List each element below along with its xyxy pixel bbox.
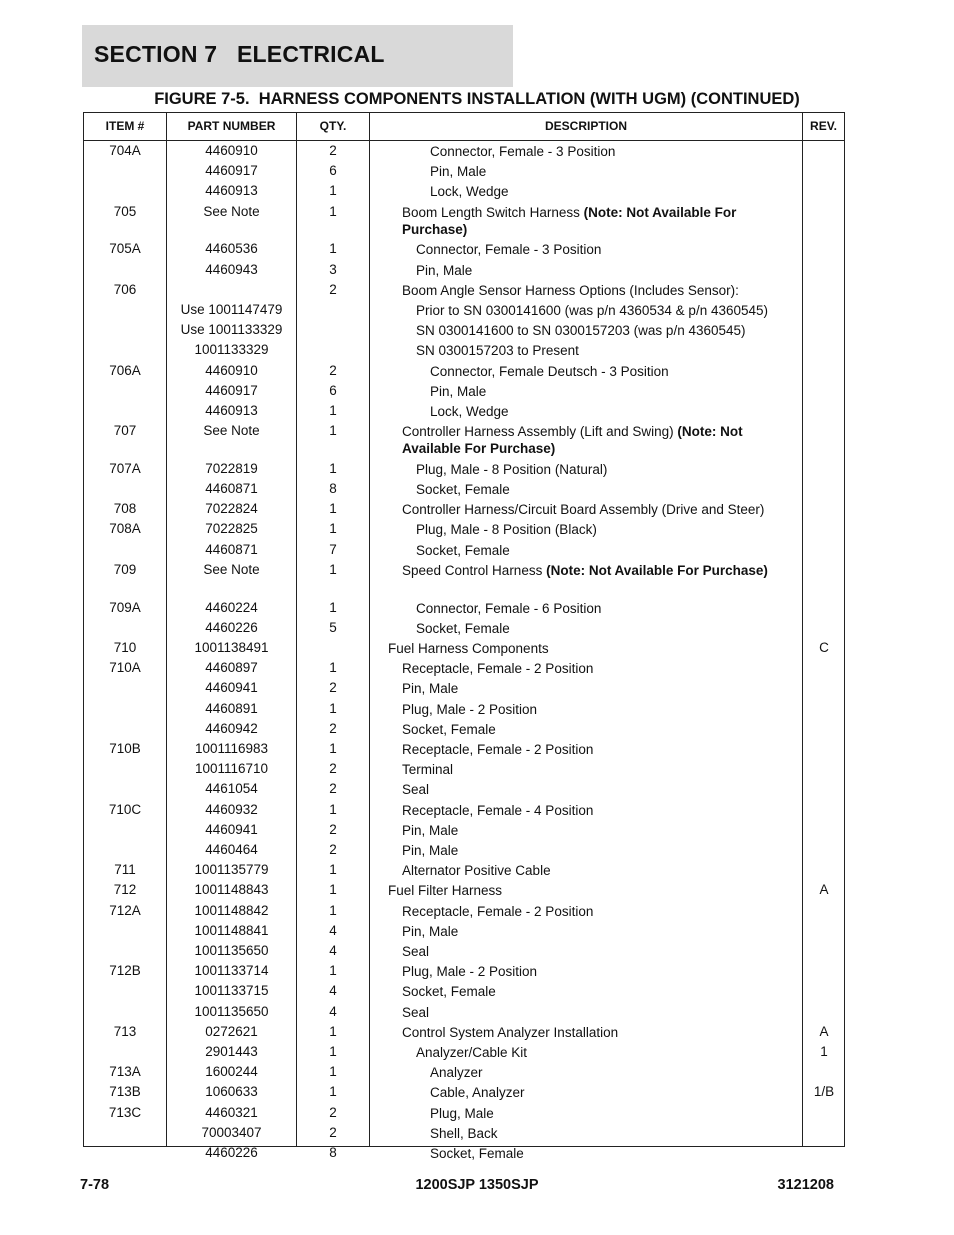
part-number: 1060633 <box>205 1084 258 1100</box>
description-text: Pin, Male <box>402 842 459 858</box>
description-text: Speed Control Harness <box>402 562 547 578</box>
description <box>430 143 828 160</box>
quantity: 1 <box>329 1064 337 1080</box>
part-number: 1001116983 <box>194 740 269 756</box>
part-number: 4460536 <box>205 241 258 257</box>
quantity: 1 <box>329 501 337 517</box>
description-text: Cable, Analyzer <box>430 1085 525 1101</box>
availability-note: (Note: Not Available For Purchase) <box>402 204 737 237</box>
description <box>416 262 814 279</box>
description <box>402 943 800 960</box>
description <box>402 282 800 299</box>
description-text: Terminal <box>402 762 454 778</box>
description-text: Seal <box>402 943 430 959</box>
revision: 1 <box>820 1043 828 1059</box>
quantity: 2 <box>329 143 337 158</box>
description <box>416 461 814 478</box>
item-number: 706 <box>113 281 137 297</box>
description <box>416 542 814 559</box>
part-number: 0272621 <box>205 1023 258 1039</box>
description-text: Receptacle, Female - 2 Position <box>402 661 594 677</box>
part-number: 7022819 <box>205 460 258 476</box>
description <box>430 1145 828 1162</box>
part-number: 4460910 <box>205 362 258 378</box>
revision: 1/B <box>813 1084 835 1100</box>
description <box>402 562 800 579</box>
item-number: 705 <box>113 203 137 219</box>
quantity: 2 <box>329 720 337 736</box>
description-text: Plug, Male - 2 Position <box>402 701 538 717</box>
quantity: 2 <box>329 680 337 696</box>
revision: C <box>819 639 829 655</box>
description <box>388 640 786 657</box>
description-text: Controller Harness/Circuit Board Assembly (Drive and Steer) <box>402 502 765 518</box>
description-text: Controller Harness Assembly (Lift and Swing) <box>402 424 678 440</box>
description-text: Control System Analyzer Installation <box>402 1024 619 1040</box>
description <box>416 620 814 637</box>
description-text: Lock, Wedge <box>430 403 509 419</box>
part-number: 70003407 <box>201 1124 262 1140</box>
description-text: Analyzer <box>430 1065 483 1081</box>
description <box>416 521 814 538</box>
description <box>402 501 800 518</box>
quantity: 2 <box>329 841 337 857</box>
part-number: 4460943 <box>205 261 258 277</box>
part-number: 4460932 <box>205 801 258 817</box>
quantity: 4 <box>329 983 337 999</box>
description-text: Socket, Female <box>402 984 496 1000</box>
availability-note: (Note: Not Available For Purchase) <box>546 562 768 578</box>
part-number: Use 1001147479 <box>180 301 283 317</box>
quantity: 1 <box>329 1084 337 1100</box>
quantity: 1 <box>329 402 337 418</box>
description <box>416 481 814 498</box>
description <box>402 701 800 718</box>
description-text: Fuel Harness Components <box>388 640 549 656</box>
description-text: Plug, Male <box>430 1105 494 1121</box>
item-number: 712 <box>113 882 137 898</box>
part-number: 4460917 <box>205 382 258 398</box>
item-number: 712A <box>109 902 141 918</box>
part-number: 1001133714 <box>194 963 269 979</box>
model-name: 1200SJP 1350SJP <box>415 1177 539 1193</box>
header-qty: QTY. <box>319 119 347 133</box>
quantity: 8 <box>329 481 337 496</box>
quantity: 1 <box>329 183 337 199</box>
description-text: Pin, Male <box>416 262 473 278</box>
description <box>402 761 800 778</box>
quantity: 1 <box>329 700 337 716</box>
description-text: Pin, Male <box>402 681 459 697</box>
description <box>430 183 828 200</box>
quantity: 1 <box>329 423 337 439</box>
description-text: Receptacle, Female - 2 Position <box>402 741 594 757</box>
quantity: 1 <box>329 902 337 918</box>
quantity: 4 <box>329 922 337 938</box>
description <box>430 1125 828 1142</box>
part-number: 1001133329 <box>194 342 269 358</box>
item-number: 709 <box>113 561 137 577</box>
part-number: 4460941 <box>205 821 258 837</box>
quantity: 1 <box>329 882 337 898</box>
quantity: 3 <box>329 261 337 277</box>
section-banner <box>82 25 513 87</box>
part-number: 1001148843 <box>194 882 269 898</box>
part-number: 4460917 <box>205 163 258 179</box>
quantity: 5 <box>329 619 337 635</box>
description <box>430 1084 828 1101</box>
description <box>402 963 800 980</box>
description <box>430 383 828 400</box>
description <box>430 163 828 180</box>
part-number: 7022824 <box>205 501 258 517</box>
availability-note: (Note: Not Available For Purchase) <box>402 424 743 457</box>
part-number: 4461054 <box>205 781 258 797</box>
item-number: 709A <box>109 599 141 615</box>
figure-title: FIGURE 7-5. HARNESS COMPONENTS INSTALLATION (WITH UGM) (CONTINUED) <box>154 90 800 108</box>
quantity: 2 <box>329 761 337 777</box>
revision: A <box>819 1023 829 1039</box>
part-number: 4460941 <box>205 680 258 696</box>
description-text: SN 0300141600 to SN 0300157203 (was p/n 4360545) <box>416 323 746 339</box>
description-text: Pin, Male <box>402 923 459 939</box>
part-number: 1001148841 <box>194 922 269 938</box>
item-number: 707A <box>109 460 141 476</box>
quantity: 1 <box>329 599 337 615</box>
description <box>402 903 800 920</box>
description-text: Pin, Male <box>430 164 487 180</box>
item-number: 706A <box>109 362 141 378</box>
description-text: Lock, Wedge <box>430 184 509 200</box>
description <box>402 204 800 238</box>
description <box>402 741 800 758</box>
description-text: Socket, Female <box>430 1145 524 1161</box>
description <box>402 423 800 457</box>
description-text: Prior to SN 0300141600 (was p/n 4360534 & p/n 4360545) <box>416 302 769 318</box>
quantity: 2 <box>329 281 337 297</box>
description <box>402 862 800 879</box>
description-text: Boom Length Switch Harness <box>402 204 584 220</box>
description-text: Receptacle, Female - 2 Position <box>402 903 594 919</box>
header-item: ITEM # <box>105 119 145 133</box>
description-text: Socket, Female <box>416 482 510 497</box>
part-number: 1001135650 <box>194 1003 269 1019</box>
quantity: 2 <box>329 781 337 797</box>
header-description: DESCRIPTION <box>544 119 627 133</box>
item-number: 710A <box>109 660 141 676</box>
item-number: 710C <box>108 801 142 817</box>
description <box>402 1004 800 1021</box>
description-text: Alternator Positive Cable <box>402 863 551 879</box>
part-number: 4460910 <box>205 143 258 158</box>
part-number: 1001133715 <box>194 983 269 999</box>
quantity: 1 <box>329 1023 337 1039</box>
quantity: 8 <box>329 1144 337 1160</box>
page-number: 7-78 <box>80 1177 110 1193</box>
description <box>402 1024 800 1041</box>
header-rev: REV. <box>810 119 837 133</box>
item-number: 708A <box>109 521 141 537</box>
description-text: Plug, Male - 8 Position (Natural) <box>416 461 608 477</box>
description <box>388 882 786 899</box>
description-text: Connector, Female - 3 Position <box>416 242 602 258</box>
description <box>402 721 800 738</box>
description-text: Pin, Male <box>430 383 487 399</box>
item-number: 704A <box>109 143 141 158</box>
item-number: 712B <box>109 963 141 979</box>
quantity: 2 <box>329 362 337 378</box>
description-text: Connector, Female - 6 Position <box>416 600 602 616</box>
part-number: See Note <box>203 423 260 439</box>
part-number: 4460913 <box>205 183 258 199</box>
quantity: 1 <box>329 963 337 979</box>
quantity: 1 <box>329 1043 337 1059</box>
quantity: 6 <box>329 163 337 179</box>
description <box>402 822 800 839</box>
part-number: 7022825 <box>205 521 258 537</box>
description-text: Seal <box>402 782 430 798</box>
item-number: 713B <box>109 1084 141 1100</box>
quantity: 1 <box>329 862 337 878</box>
item-number: 713A <box>109 1064 141 1080</box>
part-number: 4460321 <box>205 1104 258 1120</box>
description-text: Socket, Female <box>416 542 510 558</box>
quantity: 1 <box>329 801 337 817</box>
part-number: See Note <box>203 203 260 219</box>
quantity: 1 <box>329 740 337 756</box>
description-text: Receptacle, Female - 4 Position <box>402 802 594 818</box>
item-number: 711 <box>114 862 136 878</box>
part-number: 4460871 <box>205 481 258 496</box>
part-number: 1600244 <box>205 1064 258 1080</box>
item-number: 705A <box>109 241 141 257</box>
quantity: 6 <box>329 382 337 398</box>
part-number: 1001116710 <box>194 761 269 777</box>
description <box>430 1064 828 1081</box>
description-text: Boom Angle Sensor Harness Options (Includes Sensor): <box>402 282 739 298</box>
quantity: 1 <box>329 241 337 257</box>
parts-table <box>83 112 845 1161</box>
quantity: 1 <box>329 660 337 676</box>
description-text: Plug, Male - 8 Position (Black) <box>416 522 597 538</box>
description <box>416 342 814 359</box>
item-number: 713 <box>113 1023 137 1039</box>
part-number: 2901443 <box>205 1043 258 1059</box>
description-text: Connector, Female Deutsch - 3 Position <box>430 363 669 379</box>
item-number: 713C <box>108 1104 142 1120</box>
part-number: Use 1001133329 <box>180 322 283 338</box>
part-number: 4460464 <box>205 841 258 857</box>
description <box>416 600 814 617</box>
description-text: SN 0300157203 to Present <box>416 343 579 359</box>
quantity: 2 <box>329 1124 337 1140</box>
description <box>402 781 800 798</box>
description-text: Fuel Filter Harness <box>388 883 503 899</box>
description <box>430 1105 828 1122</box>
description-text: Socket, Female <box>402 721 496 737</box>
part-number: 4460226 <box>205 619 258 635</box>
description <box>402 680 800 697</box>
description-text: Shell, Back <box>430 1125 498 1141</box>
quantity: 7 <box>329 541 337 557</box>
item-number: 710B <box>109 740 141 756</box>
part-number: 1001148842 <box>194 902 269 918</box>
description <box>430 363 828 380</box>
quantity: 2 <box>329 1104 337 1120</box>
quantity: 4 <box>329 1003 337 1019</box>
description-text: Pin, Male <box>402 822 459 838</box>
part-number: 4460871 <box>205 541 258 557</box>
description <box>430 403 828 420</box>
description <box>402 923 800 940</box>
item-number: 707 <box>113 423 137 439</box>
part-number: 4460913 <box>205 402 258 418</box>
section-title: SECTION 7 ELECTRICAL <box>94 41 385 67</box>
quantity: 1 <box>329 521 337 537</box>
description <box>402 983 800 1000</box>
column-divider <box>369 113 370 1146</box>
part-number: 4460224 <box>205 599 258 615</box>
quantity: 1 <box>329 561 337 577</box>
part-number: 4460226 <box>205 1144 258 1160</box>
quantity: 1 <box>329 460 337 476</box>
description-text: Plug, Male - 2 Position <box>402 964 538 980</box>
quantity: 2 <box>329 821 337 837</box>
part-number: 1001135650 <box>194 942 269 958</box>
quantity: 1 <box>329 203 337 219</box>
description <box>416 322 814 339</box>
description-text: Socket, Female <box>416 620 510 636</box>
part-number: 4460891 <box>205 700 258 716</box>
description-text: Analyzer/Cable Kit <box>416 1044 528 1060</box>
document-number: 3121208 <box>777 1177 834 1193</box>
item-number: 710 <box>113 639 137 655</box>
revision: A <box>819 882 829 898</box>
part-number: 1001138491 <box>194 639 269 655</box>
quantity: 4 <box>329 942 337 958</box>
description <box>416 241 814 258</box>
description <box>402 842 800 859</box>
part-number: 1001135779 <box>194 862 269 878</box>
description-text: Connector, Female - 3 Position <box>430 144 616 159</box>
description <box>416 302 814 319</box>
part-number: 4460942 <box>205 720 258 736</box>
header-divider <box>84 140 844 141</box>
header-part-number: PART NUMBER <box>187 119 276 133</box>
description <box>402 660 800 677</box>
part-number: See Note <box>203 561 260 577</box>
item-number: 708 <box>113 501 137 517</box>
description <box>402 802 800 819</box>
description <box>416 1044 814 1061</box>
description-text: Seal <box>402 1004 430 1020</box>
part-number: 4460897 <box>205 660 258 676</box>
